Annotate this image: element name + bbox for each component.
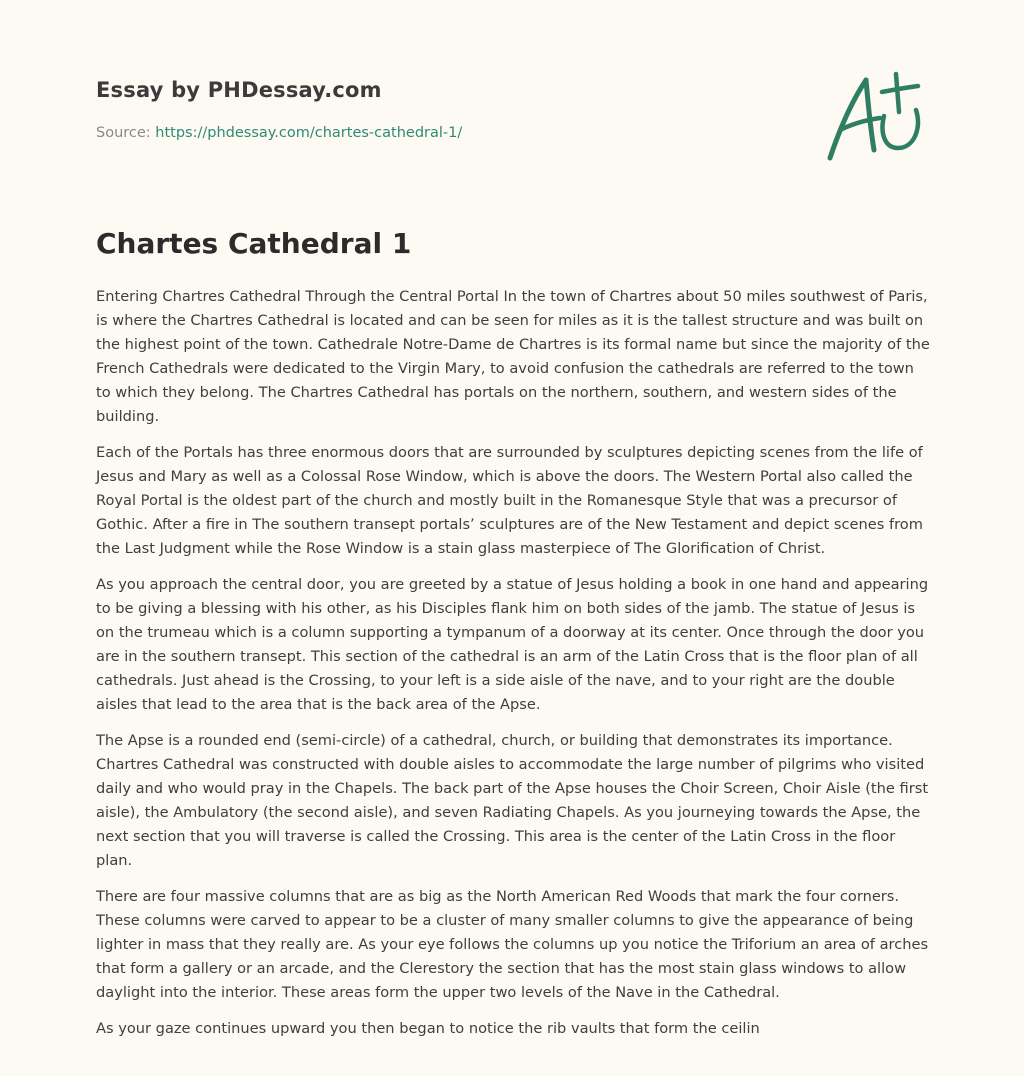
essay-paragraph: Each of the Portals has three enormous doors that are surrounded by sculptures depicting scenes from the life of Jesus and Mary as well as a Colossal Rose Window, which is above the doors. The Western Portal also called the Royal Portal is the oldest part of the church and mostly built in the Romanesque Style that was a precursor of Gothic. After a fire in The southern transept portals’ sculptures are of the New Testament and depict scenes from the Last Judgment while the Rose Window is a stain glass masterpiece of The Glorification of Christ. xyxy=(96,444,923,557)
essay-paragraph: There are four massive columns that are as big as the North American Red Woods that mark the four corners. These columns were carved to appear to be a cluster of many smaller columns to give the appearance of being lighter in mass that they really are. As your eye follows the columns up you notice the Triforium an area of arches that form a gallery or an arcade, and the Clerestory the section that has the most stain glass windows to allow daylight into the interior. These areas form the upper two levels of the Nave in the Cathedral. xyxy=(96,888,929,1001)
source-link[interactable]: https://phdessay.com/chartes-cathedral-1/ xyxy=(155,125,463,141)
essay-body xyxy=(96,285,932,1053)
a-plus-grade-icon xyxy=(818,64,934,168)
essay-paragraph: Entering Chartres Cathedral Through the Central Portal In the town of Chartres about 50 miles southwest of Paris, is where the Chartres Cathedral is located and can be seen for miles as it is the tallest structure and was built on the highest point of the town. Cathedrale Notre-Dame de Chartres is its formal name but since the majority of the French Cathedrals were dedicated to the Virgin Mary, to avoid confusion the cathedrals are referred to the town to which they belong. The Chartres Cathedral has portals on the northern, southern, and western sides of the building. xyxy=(96,288,930,425)
essay-paragraph: The Apse is a rounded end (semi-circle) of a cathedral, church, or building that demonstrates its importance. Chartres Cathedral was constructed with double aisles to accommodate the large number of pilgrims who visited daily and who would pray in the Chapels. The back part of the Apse houses the Choir Screen, Choir Aisle (the first aisle), the Ambulatory (the second aisle), and seven Radiating Chapels. As you journeying towards the Apse, the next section that you will traverse is called the Crossing. This area is the center of the Latin Cross in the floor plan. xyxy=(96,732,929,869)
site-title: Essay by PHDessay.com xyxy=(96,78,382,102)
essay-title: Chartes Cathedral 1 xyxy=(96,227,412,260)
source-line xyxy=(96,123,796,143)
essay-paragraph: As you approach the central door, you are greeted by a statue of Jesus holding a book in one hand and appearing to be giving a blessing with his other, as his Disciples flank him on both sides of the jamb. The statue of Jesus is on the trumeau which is a column supporting a tympanum of a doorway at its center. Once through the door you are in the southern transept. This section of the cathedral is an arm of the Latin Cross that is the floor plan of all cathedrals. Just ahead is the Crossing, to your left is a side aisle of the nave, and to your right are the double aisles that lead to the area that is the back area of the Apse. xyxy=(96,576,929,713)
source-label: Source: xyxy=(96,125,151,141)
page-header xyxy=(96,76,796,143)
essay-paragraph: As your gaze continues upward you then began to notice the rib vaults that form the ceilin xyxy=(96,1020,760,1037)
